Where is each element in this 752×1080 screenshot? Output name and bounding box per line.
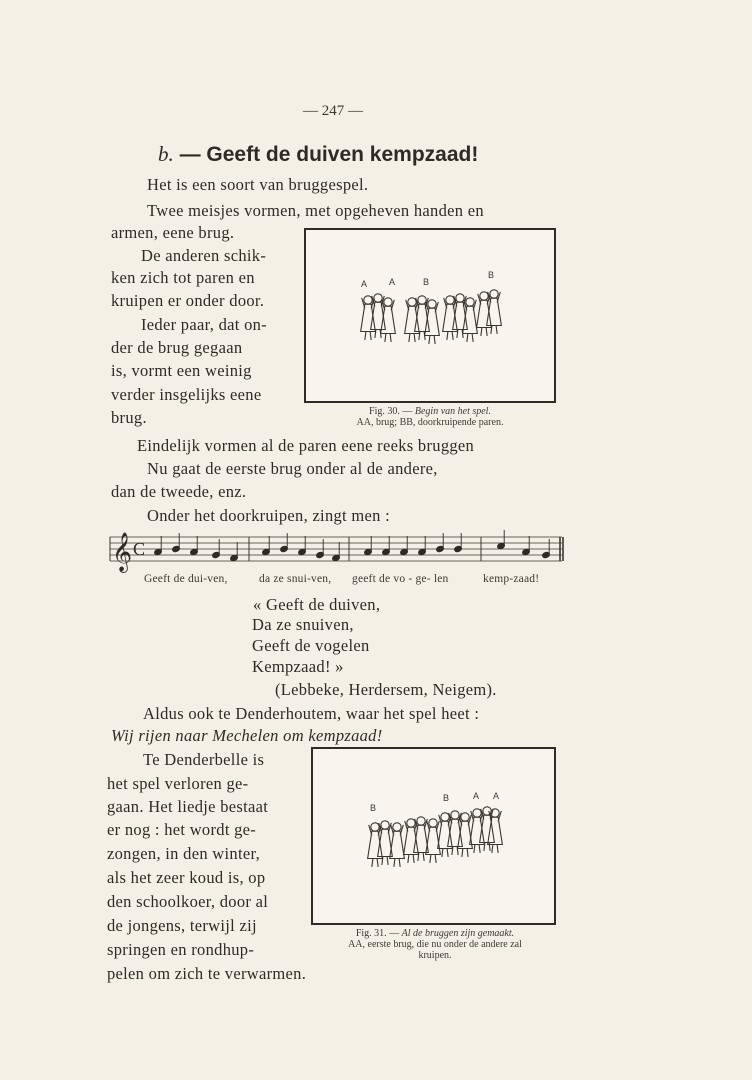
fig30-label-a2: A xyxy=(389,277,396,287)
text-line: als het zeer koud is, op xyxy=(107,868,266,887)
text-line: zongen, in den winter, xyxy=(107,844,261,863)
text-line: der de brug gegaan xyxy=(111,338,243,357)
game-name-italic: Wij rijen naar Mechelen om kempzaad! xyxy=(111,726,383,745)
fig31-caption-title: Al de bruggen zijn gemaakt. xyxy=(401,928,515,939)
verse-line: Da ze snuiven, xyxy=(252,615,354,634)
girl-figure xyxy=(458,813,473,857)
section-title xyxy=(158,142,478,167)
music-note xyxy=(262,536,271,556)
music-note xyxy=(364,536,373,556)
text-line: het spel verloren ge- xyxy=(107,774,249,793)
lyrics-3: geeft de vo - ge- len xyxy=(352,573,449,585)
music-note xyxy=(154,536,163,556)
music-note xyxy=(298,536,307,556)
music-note xyxy=(382,536,391,556)
fig31-caption-legend-2: kruipen. xyxy=(418,950,452,961)
music-note xyxy=(497,530,506,550)
verse-line: Geeft de vogelen xyxy=(252,636,370,655)
figure-31-drawing xyxy=(313,749,554,923)
fig30-caption-title: Begin van het spel. xyxy=(414,406,491,417)
fig30-label-b2: B xyxy=(488,270,495,280)
girl-figure xyxy=(425,300,440,344)
figure-31 xyxy=(311,747,556,925)
fig31-caption-legend-1: AA, eerste brug, die nu onder de andere zal xyxy=(348,939,522,950)
page-number: — 247 — xyxy=(303,103,363,119)
verse-line: Kempzaad! » xyxy=(252,657,344,676)
music-staff xyxy=(106,527,566,577)
lyrics-1: Geeft de dui-ven, xyxy=(144,573,228,585)
fig31-label-b1: B xyxy=(370,803,377,813)
fig30-label-b1: B xyxy=(423,277,430,287)
text-line: Het is een soort van bruggespel. xyxy=(147,175,369,194)
girl-figure xyxy=(426,819,441,863)
text-line: Te Denderbelle is xyxy=(143,750,265,769)
fig31-label-a2: A xyxy=(493,791,500,801)
text-line: Eindelijk vormen al de paren eene reeks bruggen xyxy=(137,436,475,455)
music-note xyxy=(400,536,409,556)
music-note xyxy=(522,536,531,556)
lyrics-2: da ze snui-ven, xyxy=(259,573,332,585)
fig31-label-a1: A xyxy=(473,791,480,801)
text-line: de jongens, terwijl zij xyxy=(107,916,257,935)
figure-30 xyxy=(304,228,556,403)
fig30-label-a1: A xyxy=(361,279,368,289)
figure-31-caption xyxy=(300,928,570,961)
text-line: den schoolkoer, door al xyxy=(107,892,269,911)
text-line: brug. xyxy=(111,408,147,427)
text-line: dan de tweede, enz. xyxy=(111,482,247,501)
text-line: Aldus ook te Denderhoutem, waar het spel heet : xyxy=(143,704,480,723)
treble-clef-icon: 𝄞 xyxy=(112,532,133,572)
verse-source: (Lebbeke, Herdersem, Neigem). xyxy=(275,680,497,699)
fig31-caption-num: Fig. 31. — xyxy=(355,928,400,939)
text-line: kruipen er onder door. xyxy=(111,291,265,310)
girl-figure xyxy=(463,298,478,342)
text-line: er nog : het wordt ge- xyxy=(107,820,257,839)
text-line: armen, eene brug. xyxy=(111,223,235,242)
fig30-caption-num: Fig. 30. — xyxy=(369,406,413,417)
text-line: Ieder paar, dat on- xyxy=(141,315,267,334)
text-line: Onder het doorkruipen, zingt men : xyxy=(147,506,390,525)
girl-figure xyxy=(381,298,396,342)
music-note xyxy=(418,536,427,556)
text-line: Nu gaat de eerste brug onder al de andere, xyxy=(147,459,438,478)
music-note xyxy=(332,542,341,562)
text-line: ken zich tot paren en xyxy=(111,268,255,287)
figure-30-caption xyxy=(304,406,556,428)
text-line: verder insgelijks eene xyxy=(111,385,262,404)
text-line: De anderen schik- xyxy=(141,246,267,265)
common-time-icon: C xyxy=(133,539,146,559)
title-text: Geeft de duiven kempzaad! xyxy=(206,143,479,166)
fig31-label-b2: B xyxy=(443,793,450,803)
text-line: springen en rondhup- xyxy=(107,940,255,959)
section-letter: b. xyxy=(158,142,174,166)
text-line: pelen om zich te verwarmen. xyxy=(107,964,307,983)
girl-figure xyxy=(390,823,405,867)
music-note xyxy=(190,536,199,556)
text-line: Twee meisjes vormen, met opgeheven handen en xyxy=(147,201,484,220)
lyrics-4: kemp-zaad! xyxy=(483,573,540,585)
figure-30-drawing xyxy=(306,230,554,401)
text-line: is, vormt een weinig xyxy=(111,361,252,380)
title-dash: — xyxy=(173,143,207,166)
text-line: gaan. Het liedje bestaat xyxy=(107,797,269,816)
verse-line: « Geeft de duiven, xyxy=(253,595,381,614)
fig30-caption-legend: AA, brug; BB, doorkruipende paren. xyxy=(356,417,504,428)
music-note xyxy=(230,542,239,562)
